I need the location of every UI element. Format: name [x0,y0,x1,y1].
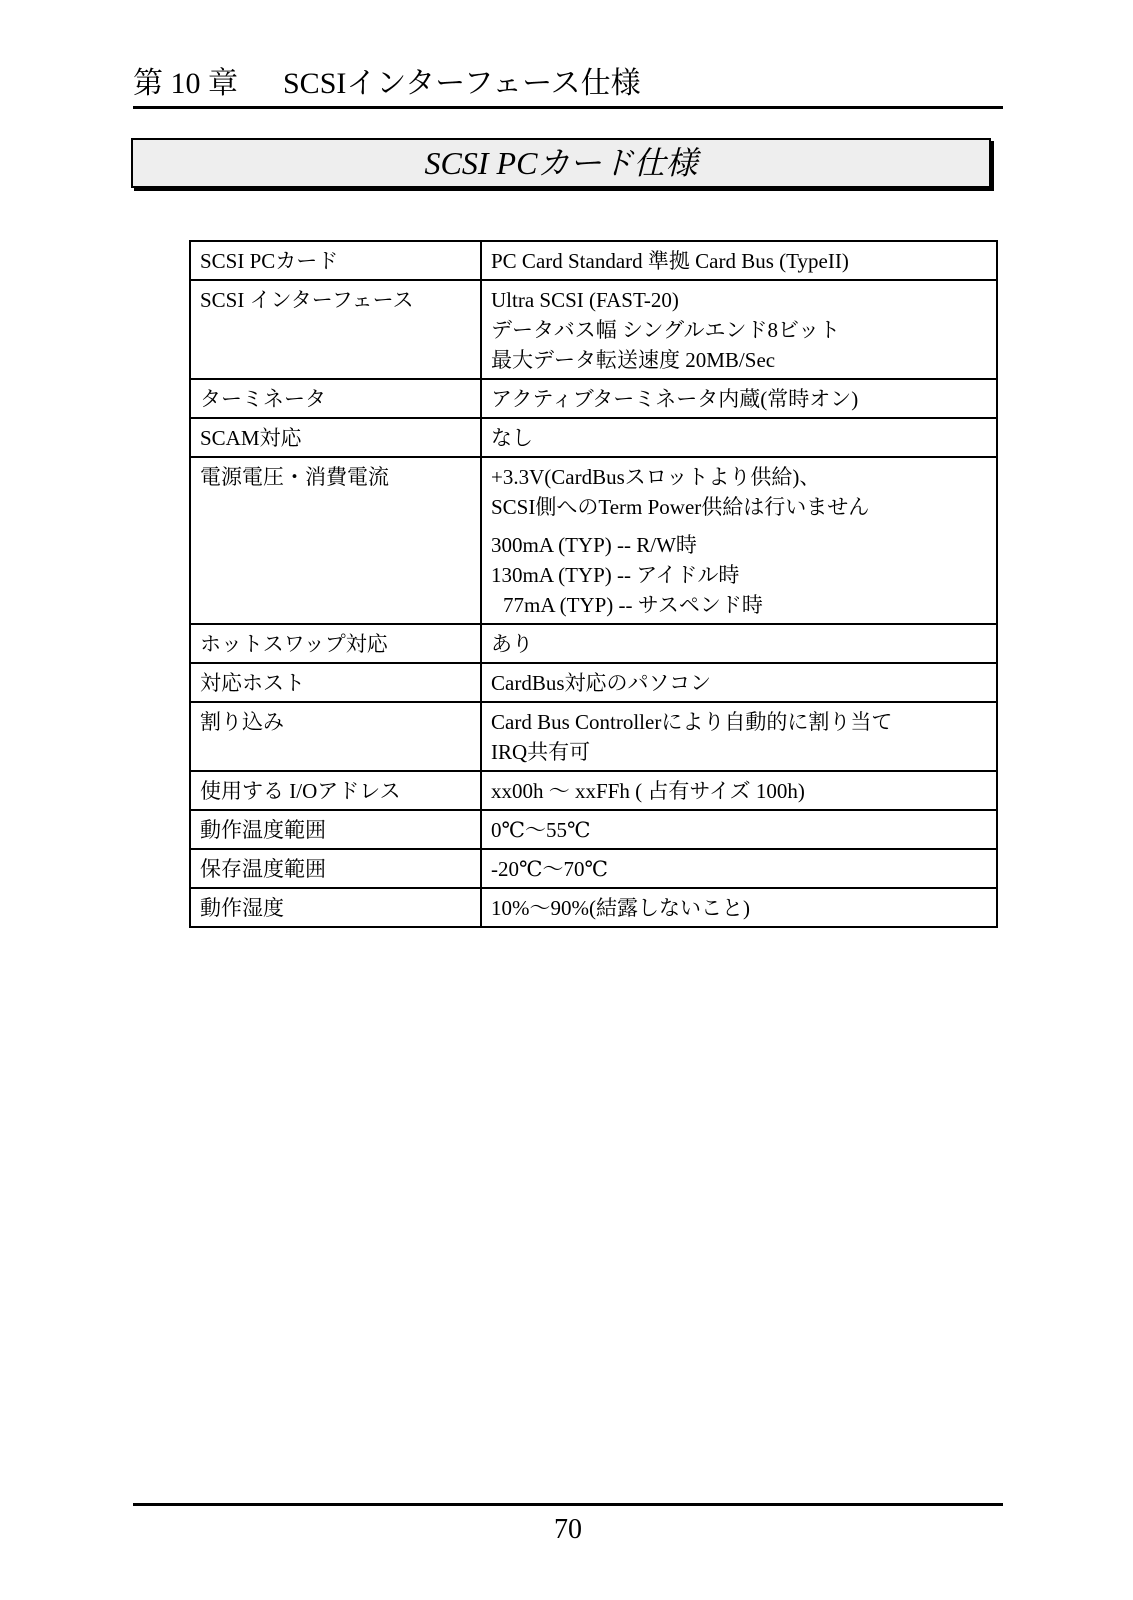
spec-value-line: 10%～90%(結露しないこと) [491,896,750,920]
spec-label: 電源電圧・消費電流 [190,457,481,624]
spec-value-line: 300mA (TYP) -- R/W時 [491,533,697,557]
chapter-header [133,62,1003,109]
spec-label: SCAM対応 [190,418,481,457]
spec-value [481,702,997,771]
chapter-suffix: 章 [208,67,238,100]
spec-value-line: 最大データ転送速度 20MB/Sec [491,348,776,372]
chapter-number: 10 [170,67,201,100]
spec-label: 使用する I/Oアドレス [190,771,481,810]
spec-value-line: IRQ共有可 [491,740,591,764]
page-footer [133,1503,1003,1546]
spec-label: 動作湿度 [190,888,481,927]
spec-label: SCSI インターフェース [190,280,481,379]
spec-table [189,240,998,928]
spec-label: ホットスワップ対応 [190,624,481,663]
spec-row [190,663,997,702]
spec-value-line: アクティブターミネータ内蔵(常時オン) [491,387,859,411]
spec-label: 動作温度範囲 [190,810,481,849]
spec-label: 対応ホスト [190,663,481,702]
spec-row [190,771,997,810]
spec-row [190,418,997,457]
spec-row [190,849,997,888]
spec-value-line: PC Card Standard 準拠 Card Bus (TypeII) [491,249,849,273]
spec-value [481,418,997,457]
spec-value [481,280,997,379]
spec-value [481,771,997,810]
section-title: SCSI PCカード仕様 [424,145,698,181]
spec-row [190,810,997,849]
page-number: 70 [554,1514,582,1545]
spec-value-line: Ultra SCSI (FAST-20) [491,288,679,312]
spec-value [481,849,997,888]
chapter-title: SCSIインターフェース仕様 [283,67,641,100]
spec-value [481,624,997,663]
spec-row [190,241,997,280]
section-title-box [131,138,991,188]
spec-value-line: なし [491,426,533,450]
spec-value-line: CardBus対応のパソコン [491,671,712,695]
spec-value-line: 0℃～55℃ [491,818,591,842]
spec-value-line: -20℃～70℃ [491,857,608,881]
spec-row [190,457,997,624]
spec-label: ターミネータ [190,379,481,418]
spec-value-line: +3.3V(CardBusスロットより供給)、 [491,465,821,489]
spec-value-line: Card Bus Controllerにより自動的に割り当て [491,710,893,734]
spec-row [190,379,997,418]
spec-value-line: SCSI側へのTerm Power供給は行いません [491,495,870,519]
spec-value-line: データバス幅 シングルエンド8ビット [491,318,841,342]
spec-row [190,888,997,927]
spec-label: SCSI PCカード [190,241,481,280]
spec-value-line: xx00h ～ xxFFh ( 占有サイズ 100h) [491,779,805,803]
spec-row [190,624,997,663]
spec-row [190,702,997,771]
spec-value [481,241,997,280]
spec-value-line: 130mA (TYP) -- アイドル時 [491,563,740,587]
spec-table-body [190,241,997,927]
spec-value-line: 77mA (TYP) -- サスペンド時 [503,593,763,617]
spec-value [481,888,997,927]
spec-value [481,810,997,849]
spec-value [481,457,997,624]
spec-value [481,663,997,702]
chapter-prefix: 第 [133,67,163,100]
spec-label: 割り込み [190,702,481,771]
spec-value-line: あり [491,632,533,656]
spec-row [190,280,997,379]
spec-label: 保存温度範囲 [190,849,481,888]
spec-value [481,379,997,418]
